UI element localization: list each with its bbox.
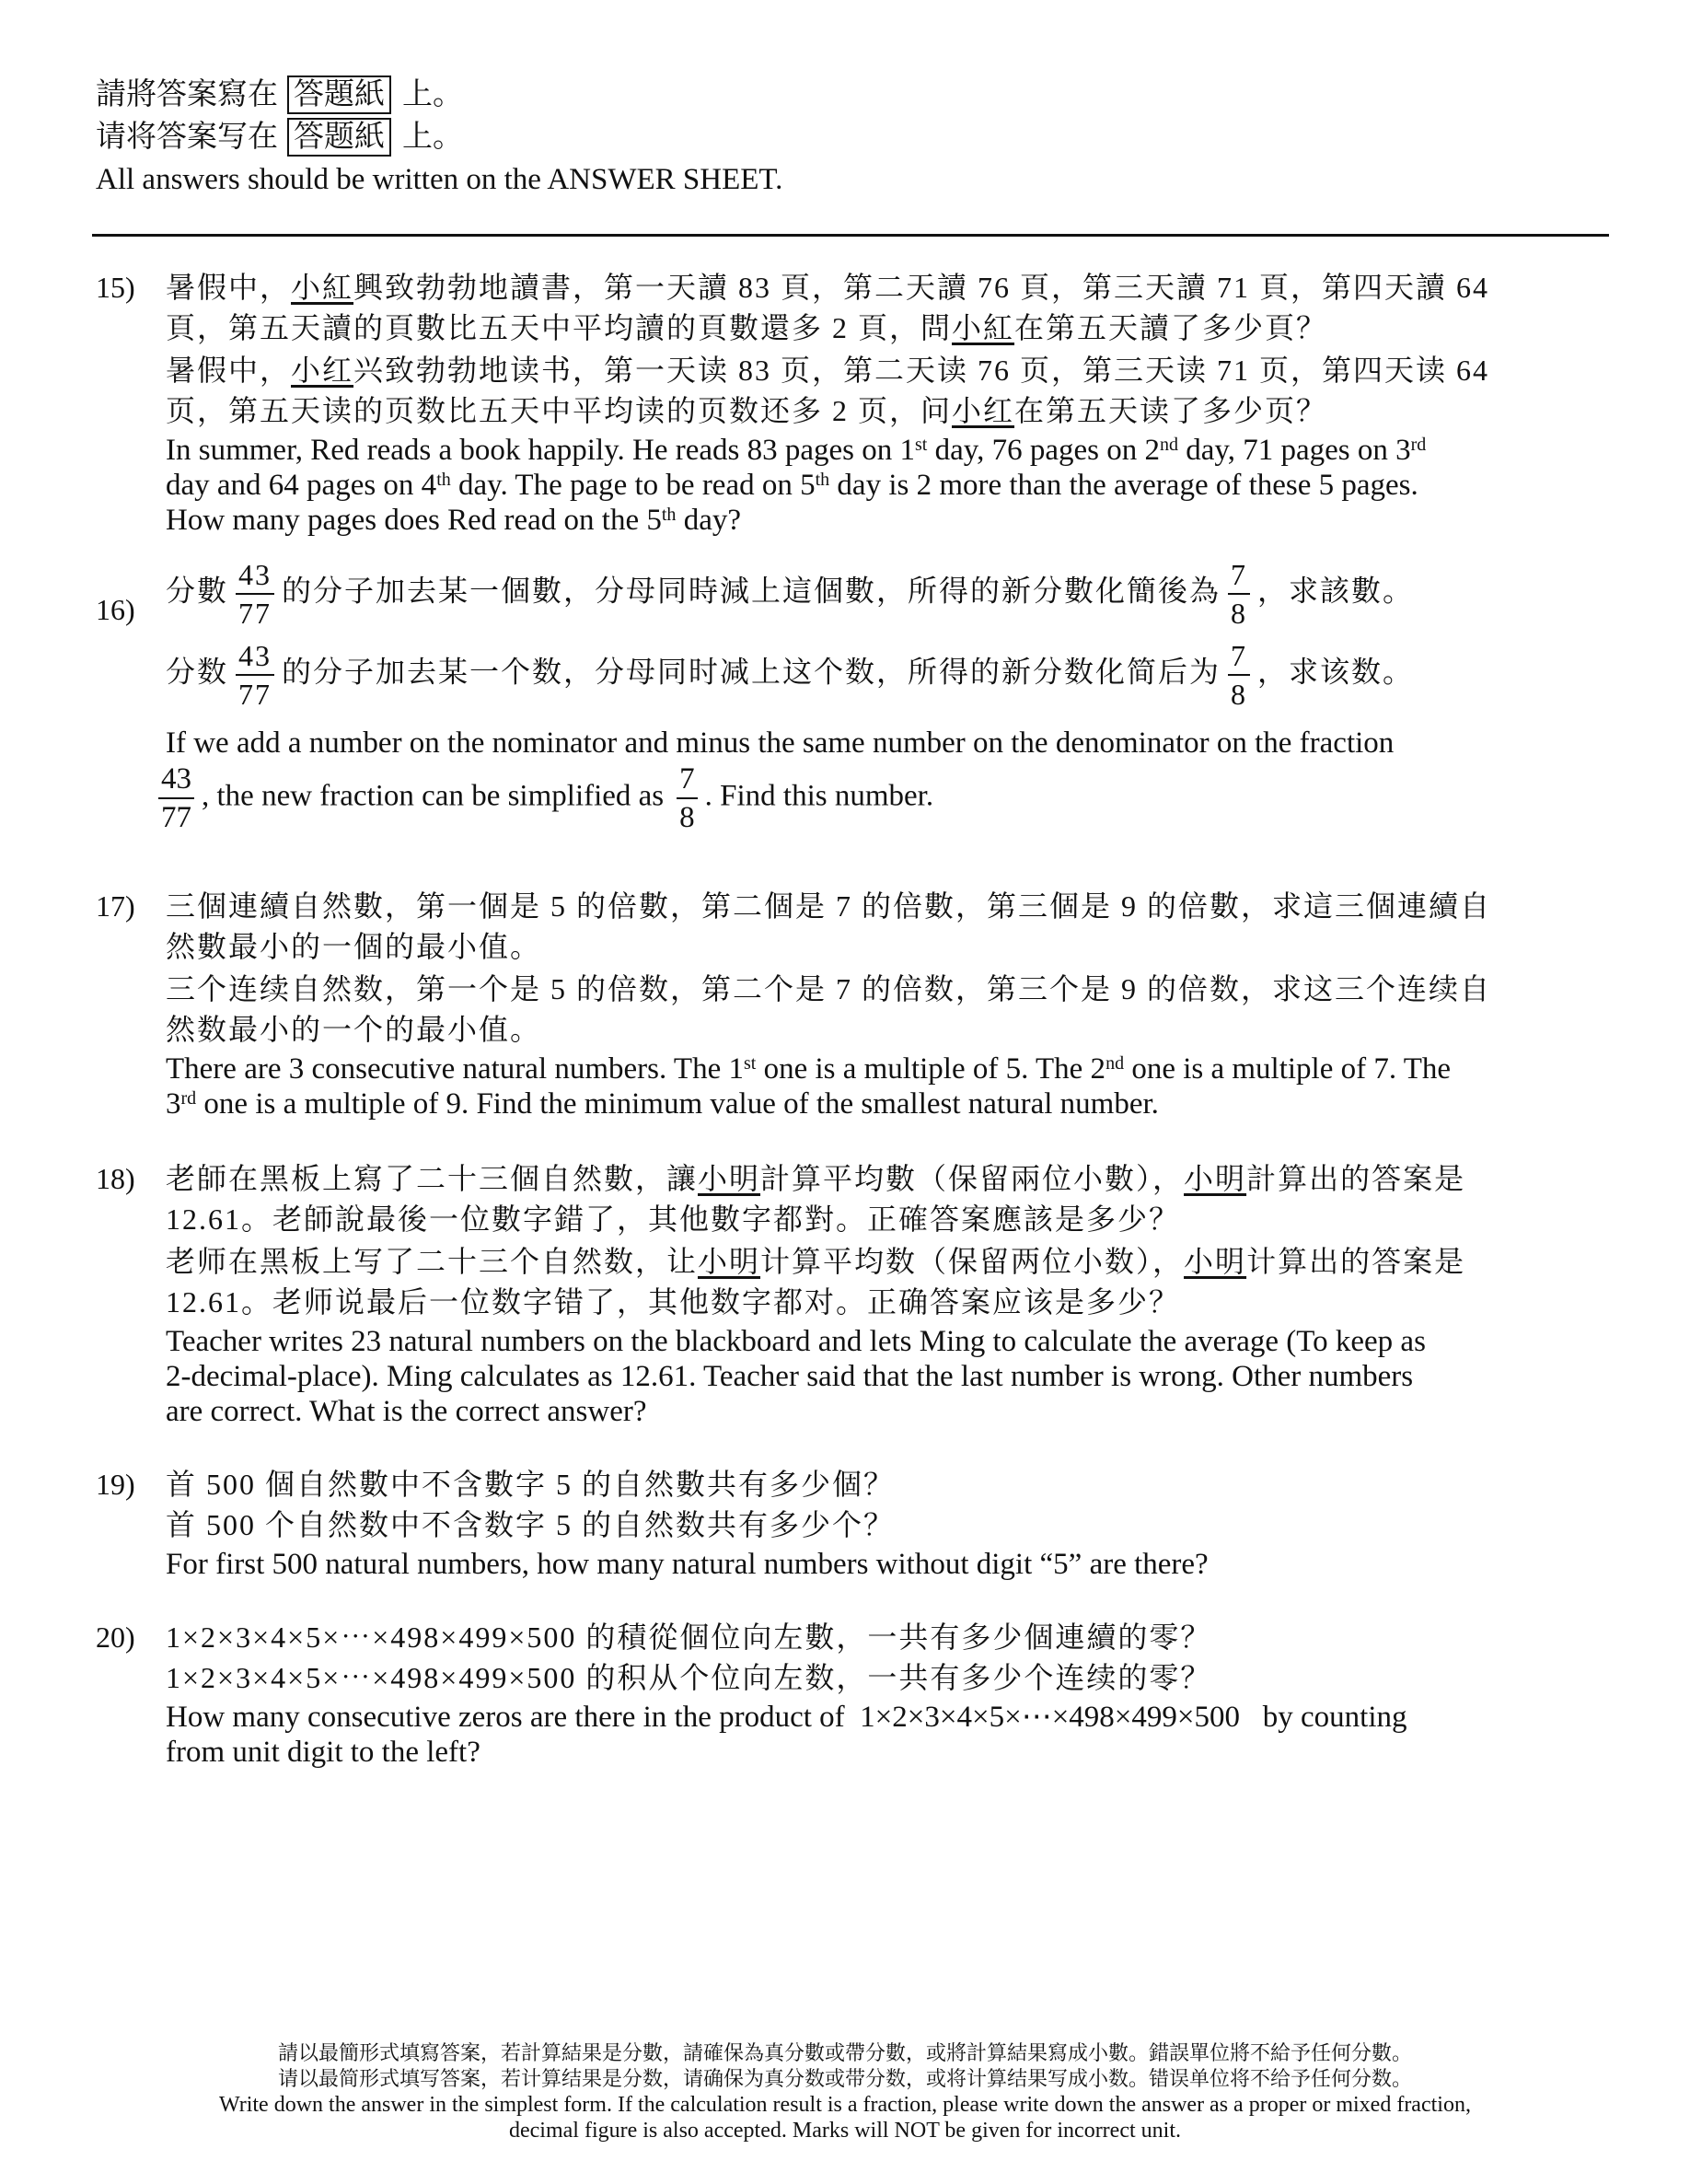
name-underline: 小明 bbox=[698, 1162, 761, 1195]
name-underline: 小明 bbox=[1184, 1162, 1247, 1195]
text-simplified: 然数最小的一个的最小值。 bbox=[166, 1013, 542, 1046]
fraction-7-8: $\frac{7}{8}$ bbox=[677, 761, 698, 836]
text-traditional: 暑假中，小紅興致勃勃地讀書，第一天讀 83 頁，第二天讀 76 頁，第三天讀 71 頁，第四天讀 64 bbox=[166, 271, 1490, 304]
fraction-43-77: $\frac{43}{77}$ bbox=[236, 556, 274, 632]
text-simplified: 暑假中，小红兴致勃勃地读书，第一天读 83 页，第二天读 76 页，第三天读 71 页，第四天读 64 bbox=[166, 354, 1490, 387]
footer-english: decimal figure is also accepted. Marks will NOT be given for incorrect unit. bbox=[509, 2119, 1181, 2143]
name-underline: 小明 bbox=[698, 1245, 761, 1278]
footer-note bbox=[0, 2040, 1690, 2143]
text-simplified: 三个连续自然数，第一个是 5 的倍数，第二个是 7 的倍数，第三个是 9 的倍数，求这三个连续自 bbox=[166, 972, 1492, 1005]
text-simplified: 页，第五天读的页数比五天中平均读的页数还多 2 页，问小红在第五天读了多少页？ bbox=[166, 394, 1328, 427]
name-underline: 小紅 bbox=[291, 271, 354, 304]
answer-sheet-box: 答题紙 bbox=[287, 118, 391, 157]
footer-traditional: 請以最簡形式填寫答案，若計算結果是分數，請確保為真分數或帶分數，或將計算結果寫成小數。錯誤單位將不給予任何分數。 bbox=[277, 2041, 1412, 2064]
text-simplified: 分数 $\frac{43}{77}$ 的分子加去某一个数，分母同时减上这个数，所得的新分数化简后为 $\frac{7}{8}$ ，求该数。 bbox=[166, 639, 1415, 711]
text-traditional: 然數最小的一個的最小值。 bbox=[166, 930, 542, 963]
fraction-7-8: $\frac{7}{8}$ bbox=[1228, 556, 1250, 632]
text-traditional: 三個連續自然數，第一個是 5 的倍數，第二個是 7 的倍數，第三個是 9 的倍數，求這三個連續自 bbox=[166, 889, 1492, 923]
footer-simplified: 请以最简形式填写答案，若计算结果是分数，请确保为真分数或带分数，或将计算结果写成小数。错误单位将不给予任何分数。 bbox=[277, 2067, 1412, 2090]
question-number: 19) bbox=[96, 1468, 135, 1501]
text-english: For first 500 natural numbers, how many natural numbers without digit “5” are there? bbox=[166, 1548, 1209, 1581]
instruction-english: All answers should be written on the ANSWER SHEET. bbox=[96, 163, 783, 196]
text-traditional: 分數 $\frac{43}{77}$ 的分子加去某一個數，分母同時減上這個數，所得的新分數化簡後為 $\frac{7}{8}$ ，求該數。 bbox=[166, 558, 1415, 630]
question-body bbox=[166, 1617, 1690, 1770]
footer-english: Write down the answer in the simplest form. If the calculation result is a fraction, please write down the answer as a proper or mixed fraction, bbox=[219, 2093, 1471, 2117]
text-traditional: 12.61。老師說最後一位數字錯了，其他數字都對。正確答案應該是多少？ bbox=[166, 1202, 1181, 1236]
name-underline: 小红 bbox=[291, 354, 354, 387]
question-number: 20) bbox=[96, 1621, 135, 1654]
text-english: from unit digit to the left? bbox=[166, 1736, 480, 1769]
name-underline: 小明 bbox=[1184, 1245, 1247, 1278]
text-english: 3rd one is a multiple of 9. Find the minimum value of the smallest natural number. bbox=[166, 1087, 1159, 1121]
text-traditional: 首 500 個自然數中不含數字 5 的自然數共有多少個？ bbox=[166, 1468, 896, 1501]
text-english: How many pages does Red read on the 5th day? bbox=[166, 504, 741, 537]
text-simplified: 1×2×3×4×5×⋯×498×499×500 的积从个位向左数，一共有多少个连续的零？ bbox=[166, 1661, 1212, 1694]
question-number: 17) bbox=[96, 889, 135, 923]
question-number: 15) bbox=[96, 271, 135, 304]
header-divider bbox=[92, 234, 1609, 237]
instruction-traditional: 請將答案寫在 答題紙 上。 bbox=[96, 74, 782, 116]
text-english: day and 64 pages on 4th day. The page to be read on 5th day is 2 more than the average of these 5 pages. bbox=[166, 469, 1418, 502]
text-english: are correct. What is the correct answer? bbox=[166, 1395, 647, 1428]
question-body bbox=[161, 556, 1690, 836]
question-body bbox=[166, 267, 1690, 538]
text-english: In summer, Red reads a book happily. He reads 83 pages on 1st day, 76 pages on 2nd day, 71 pages on 3rd bbox=[166, 434, 1427, 467]
name-underline: 小红 bbox=[952, 394, 1015, 427]
text-english: $\frac{43}{77}$ , the new fraction can be simplified as $\frac{7}{8}$ . Find this number. bbox=[158, 761, 1690, 836]
answer-sheet-box: 答題紙 bbox=[287, 76, 391, 114]
text-english: Teacher writes 23 natural numbers on the blackboard and lets Ming to calculate the average (To keep as bbox=[166, 1325, 1426, 1358]
text-english: If we add a number on the nominator and minus the same number on the denominator on the fraction bbox=[166, 726, 1395, 760]
text-simplified: 12.61。老师说最后一位数字错了，其他数字都对。正确答案应该是多少？ bbox=[166, 1285, 1181, 1319]
text-english: There are 3 consecutive natural numbers. The 1st one is a multiple of 5. The 2nd one is a multiple of 7. The bbox=[166, 1052, 1452, 1086]
question-number: 16) bbox=[96, 593, 135, 626]
question-body bbox=[166, 1158, 1690, 1429]
text-english: 2-decimal-place). Ming calculates as 12.61. Teacher said that the last number is wrong. Other numbers bbox=[166, 1360, 1414, 1393]
instruction-header bbox=[96, 74, 782, 201]
name-underline: 小紅 bbox=[952, 311, 1015, 344]
question-number: 18) bbox=[96, 1162, 135, 1195]
text-english: How many consecutive zeros are there in the product of 1×2×3×4×5×⋯×498×499×500 by counting bbox=[166, 1701, 1407, 1734]
text-simplified: 老师在黑板上写了二十三个自然数，让小明计算平均数（保留两位小数），小明计算出的答案是 bbox=[166, 1245, 1466, 1278]
text-traditional: 1×2×3×4×5×⋯×498×499×500 的積從個位向左數，一共有多少個連續的零？ bbox=[166, 1621, 1212, 1654]
text-traditional: 老師在黑板上寫了二十三個自然數，讓小明計算平均數（保留兩位小數），小明計算出的答案是 bbox=[166, 1162, 1466, 1195]
instruction-simplified: 请将答案写在 答题紙 上。 bbox=[96, 116, 782, 158]
question-body bbox=[166, 1464, 1690, 1582]
fraction-43-77: $\frac{43}{77}$ bbox=[236, 637, 274, 713]
text-traditional: 頁，第五天讀的頁數比五天中平均讀的頁數還多 2 頁，問小紅在第五天讀了多少頁？ bbox=[166, 311, 1328, 344]
question-body bbox=[166, 886, 1690, 1121]
fraction-7-8: $\frac{7}{8}$ bbox=[1228, 637, 1250, 713]
fraction-43-77: $\frac{43}{77}$ bbox=[158, 761, 194, 836]
text-simplified: 首 500 个自然数中不含数字 5 的自然数共有多少个？ bbox=[166, 1508, 896, 1541]
